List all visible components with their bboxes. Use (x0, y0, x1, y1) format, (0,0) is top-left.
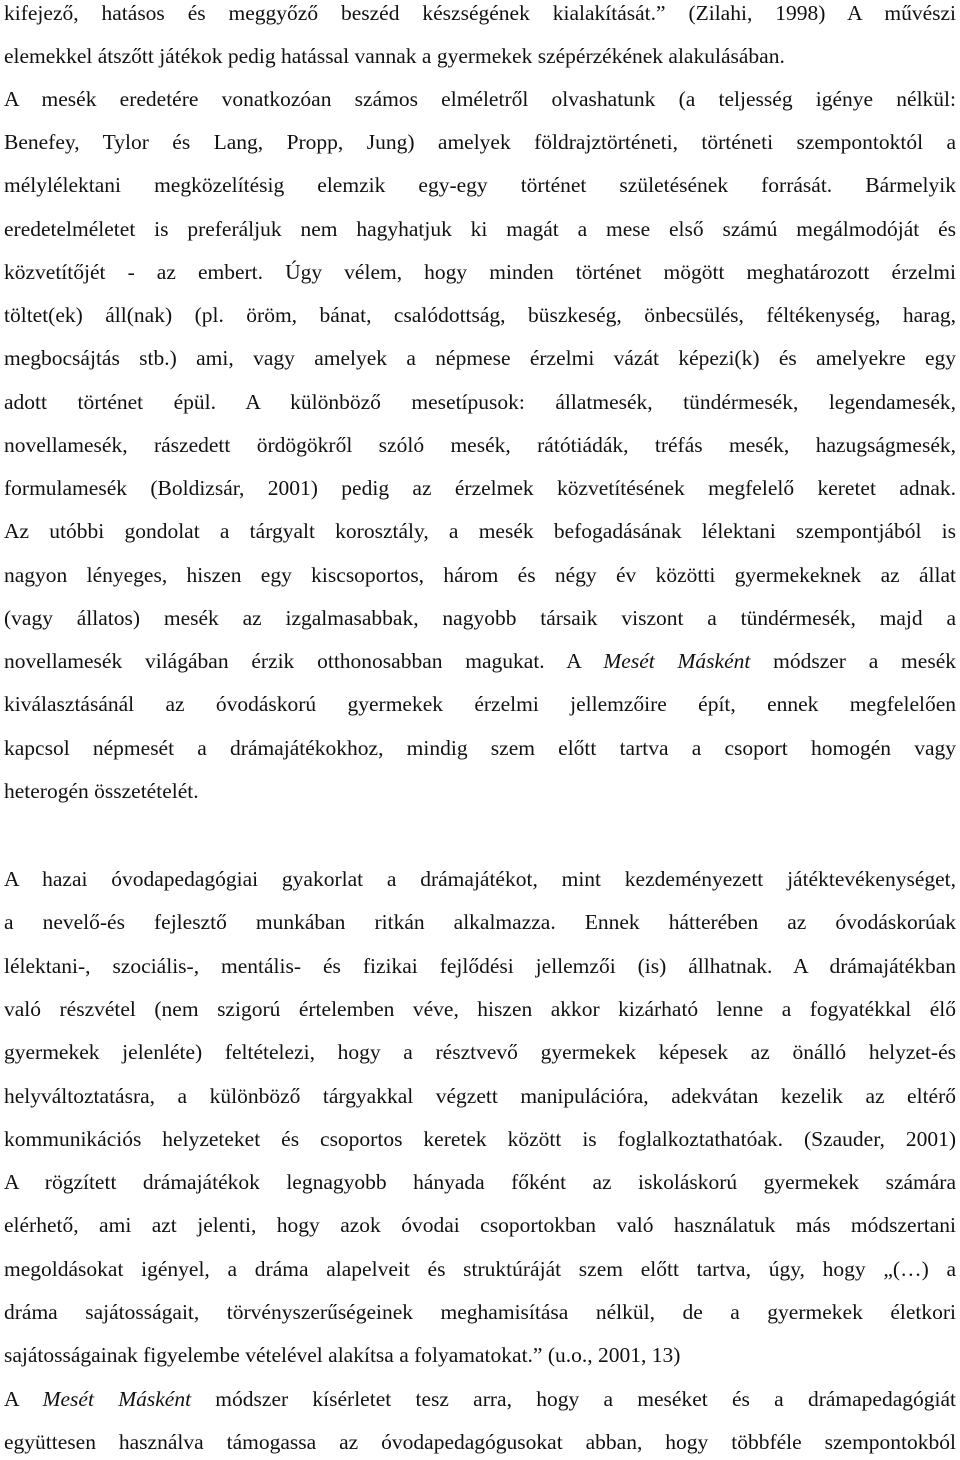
text-line (4, 648, 956, 674)
text-line: kifejező, hatásos és meggyőző beszéd készségének kialakítását.” (Zilahi, 1998) A művészi (4, 1, 956, 25)
text-line: heterogén összetételét. (4, 779, 199, 803)
text-line: formulamesék (Boldizsár, 2001) pedig az érzelmek közvetítésének megfelelő keretet adnak. (4, 476, 956, 500)
text-line: Az utóbbi gondolat a tárgyalt korosztály, a mesék befogadásának lélektani szempontjából is (4, 519, 956, 543)
text-span: módszer a mesék (750, 649, 956, 673)
text-line: gyermekek jelenléte) feltételezi, hogy a résztvevő gyermekek képesek az önálló helyzet-és (4, 1040, 956, 1064)
text-line: elérhető, ami azt jelenti, hogy azok óvodai csoportokban való használatuk más módszertani (4, 1213, 956, 1237)
text-line: Benefey, Tylor és Lang, Propp, Jung) amelyek földrajztörténeti, történeti szempontoktól a (4, 130, 956, 154)
method-name-italic: Mesét Másként (603, 649, 751, 673)
text-line: helyváltoztatásra, a különböző tárgyakkal végzett manipulációra, adekvátan kezelik az eltérő (4, 1084, 956, 1108)
text-line: mélylélektani megközelítésig elemzik egy-egy történet születésének forrását. Bármelyik (4, 173, 956, 197)
text-line: megbocsájtás stb.) ami, vagy amelyek a népmese érzelmi vázát képezi(k) és amelyekre egy (4, 346, 956, 370)
text-span: A (4, 1387, 43, 1411)
text-line: kapcsol népmesét a drámajátékokhoz, mindig szem előtt tartva a csoport homogén vagy (4, 736, 956, 760)
text-line: eredetelméletet is preferáljuk nem hagyhatjuk ki magát a mese első számú megálmodóját és (4, 217, 956, 241)
method-name-italic: Mesét Másként (42, 1387, 192, 1411)
text-line: (vagy állatos) mesék az izgalmasabbak, nagyobb társaik viszont a tündérmesék, majd a (4, 606, 956, 630)
text-line: A mesék eredetére vonatkozóan számos elméletről olvashatunk (a teljesség igénye nélkül: (4, 87, 956, 111)
text-line: A hazai óvodapedagógiai gyakorlat a drámajátékot, mint kezdeményezett játéktevékenységet, (4, 867, 956, 891)
text-line: kommunikációs helyzeteket és csoportos keretek között is foglalkoztathatóak. (Szauder, 2001) (4, 1127, 956, 1151)
text-line: adott történet épül. A különböző mesetípusok: állatmesék, tündérmesék, legendamesék, (4, 390, 956, 414)
text-line: elemekkel átszőtt játékok pedig hatással vannak a gyermekek szépérzékének alakulásában. (4, 44, 785, 68)
text-line: kiválasztásánál az óvodáskorú gyermekek érzelmi jellemzőire épít, ennek megfelelően (4, 692, 956, 716)
text-span: novellamesék világában érzik otthonosabban magukat. A (4, 649, 604, 673)
text-line: való részvétel (nem szigorú értelemben véve, hiszen akkor kizárható lenne a fogyatékkal élő (4, 997, 956, 1021)
text-line: közvetítőjét - az embert. Úgy vélem, hogy minden történet mögött meghatározott érzelmi (4, 260, 956, 284)
text-line: dráma sajátosságait, törvényszerűségeinek meghamisítása nélkül, de a gyermekek életkori (4, 1300, 956, 1324)
text-span: módszer kísérletet tesz arra, hogy a meséket és a drámapedagógiát (191, 1387, 956, 1411)
text-line: megoldásokat igényel, a dráma alapelveit és struktúráját szem előtt tartva, úgy, hogy „(…) a (4, 1257, 956, 1281)
text-line: töltet(ek) áll(nak) (pl. öröm, bánat, csalódottság, büszkeség, önbecsülés, féltékenység, harag, (4, 303, 956, 327)
text-line: novellamesék, rászedett ördögökről szóló mesék, rátótiádák, tréfás mesék, hazugságmesék, (4, 433, 956, 457)
text-line: lélektani-, szociális-, mentális- és fizikai fejlődési jellemzői (is) állhatnak. A drámajátékban (4, 954, 956, 978)
text-line: A rögzített drámajátékok legnagyobb hányada főként az iskoláskorú gyermekek számára (4, 1170, 956, 1194)
text-line: nagyon lényeges, hiszen egy kiscsoportos, három és négy év közötti gyermekeknek az állat (4, 563, 956, 587)
text-line: együttesen használva támogassa az óvodapedagógusokat abban, hogy többféle szempontokból (4, 1430, 956, 1454)
text-line (4, 1386, 956, 1412)
text-line: sajátosságainak figyelembe vételével alakítsa a folyamatokat.” (u.o., 2001, 13) (4, 1343, 681, 1367)
text-line: a nevelő-és fejlesztő munkában ritkán alkalmazza. Ennek hátterében az óvodáskorúak (4, 910, 956, 934)
